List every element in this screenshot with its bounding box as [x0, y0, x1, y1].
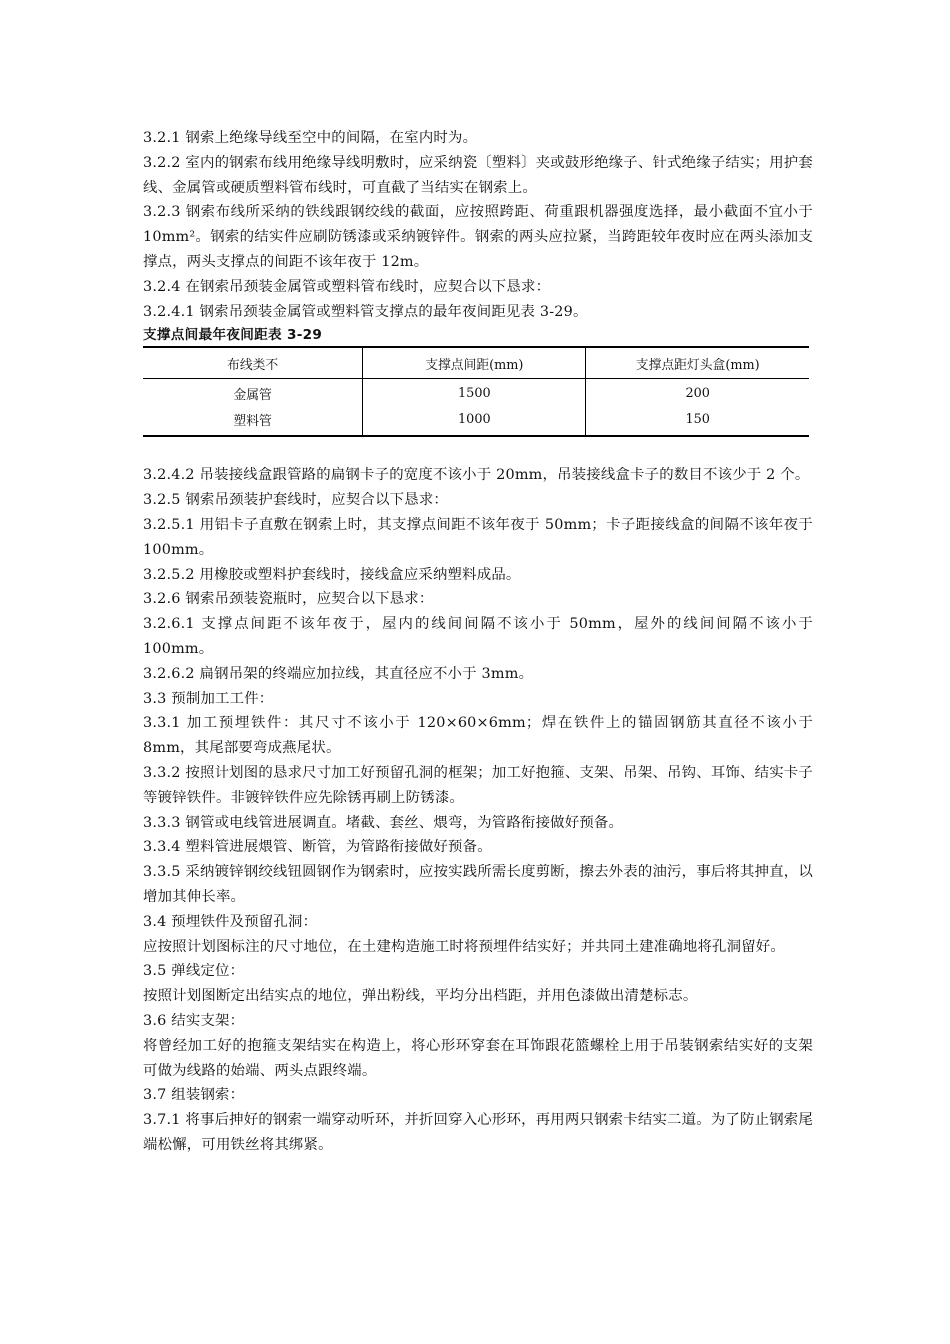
paragraph-3-3: 3.3 预制加工工件： [143, 690, 274, 707]
paragraph-3-2-1: 3.2.1 钢索上绝缘导线至空中的间隔，在室内时为。 [143, 130, 478, 146]
paragraph-3-2-6: 3.2.6 钢索吊颈装瓷瓶时，应契合以下恳求： [143, 591, 434, 608]
paragraph-3-2-5: 3.2.5 钢索吊颈装护套线时，应契合以下恳求： [143, 492, 449, 509]
table-cell: 150 [586, 406, 809, 436]
paragraph-3-2-4: 3.2.4 在钢索吊颈装金属管或塑料管布线时，应契合以下恳求： [143, 278, 551, 295]
paragraph-3-2-4-2: 3.2.4.2 吊装接线盒跟管路的扁钢卡子的宽度不该小于 20mm，吊装接线盒卡子的数目不该少于 2 个。 [143, 467, 810, 484]
table-caption: 支撑点间最年夜间距表 3-29 [143, 327, 323, 344]
paragraph-3-3-3: 3.3.3 钢管或电线管进展调直。堵截、套丝、煨弯，为管路衔接做好预备。 [143, 814, 624, 831]
support-spacing-table [143, 346, 809, 437]
table-cell: 塑料管 [143, 406, 363, 436]
paragraph-3-4-body: 应按照计划图标注的尺寸地位，在土建构造施工时将预埋件结实好；并共同土建准确地将孔洞留好。 [143, 938, 785, 955]
paragraph-3-2-6-1: 3.2.6.1 支撑点间距不该年夜于，屋内的线间间隔不该小于 50mm，屋外的线间间隔不该小于 100mm。 [143, 616, 813, 657]
paragraph-3-7: 3.7 组装钢索： [143, 1087, 245, 1104]
table-cell: 1500 [363, 379, 586, 407]
table-cell: 金属管 [233, 387, 272, 403]
paragraph-3-2-3: 3.2.3 钢索布线所采纳的铁线跟钢绞线的截面，应按照跨距、荷重跟机器强度选择，最小截面不宜小于 10mm²。钢索的结实件应刷防锈漆或采纳镀锌件。钢索的两头应拉紧，当跨距较年夜时应在两头添加支撑点，两头支撑点的间距不该年夜于 12m。 [143, 204, 813, 270]
paragraph-3-2-6-2: 3.2.6.2 扁钢吊架的终端应加拉线，其直径应不小于 3mm。 [143, 665, 534, 682]
paragraph-3-6-body: 将曾经加工好的抱箍支架结实在构造上，将心形环穿套在耳饰跟花篮螺栓上用于吊装钢索结实好的支架可做为线路的始端、两头点跟终端。 [143, 1037, 813, 1079]
paragraph-3-3-2: 3.3.2 按照计划图的恳求尺寸加工好预留孔洞的框架；加工好抱箍、支架、吊架、吊钩、耳饰、结实卡子等镀锌铁件。非镀锌铁件应先除锈再刷上防锈漆。 [143, 764, 813, 806]
paragraph-3-3-1: 3.3.1 加工预埋铁件：其尺寸不该小于 120×60×6mm；焊在铁件上的锚固钢筋其直径不该小于 8mm，其尾部要弯成燕尾状。 [143, 715, 813, 757]
paragraph-3-5: 3.5 弹线定位： [143, 963, 245, 980]
table-header-row [143, 347, 809, 379]
table-header-cell: 支撑点距灯头盒(mm) [586, 347, 809, 379]
table-cell: 1000 [363, 406, 586, 436]
paragraph-3-2-4-1: 3.2.4.1 钢索吊颈装金属管或塑料管支撑点的最年夜间距见表 3-29。 [143, 303, 588, 320]
table-row [143, 406, 809, 436]
paragraph-3-7-1: 3.7.1 将事后抻好的钢索一端穿动听环，并折回穿入心形环，再用两只钢索卡结实二道。为了防止钢索尾端松懈，可用铁丝将其绑紧。 [143, 1112, 813, 1153]
table-header-cell: 布线类不 [143, 347, 363, 379]
paragraph-3-2-5-2: 3.2.5.2 用橡胶或塑料护套线时，接线盒应采纳塑料成品。 [143, 566, 521, 583]
table-cell: 200 [586, 379, 809, 407]
paragraph-3-5-body: 按照计划图断定出结实点的地位，弹出粉线，平均分出档距，并用色漆做出清楚标志。 [143, 988, 698, 1005]
paragraph-3-3-5: 3.3.5 采纳镀锌钢绞线钮圆钢作为钢索时，应按实践所需长度剪断，擦去外表的油污，事后将其抻直，以增加其伸长率。 [143, 864, 813, 905]
paragraph-3-3-4: 3.3.4 塑料管进展煨管、断管，为管路衔接做好预备。 [143, 839, 492, 856]
paragraph-3-6: 3.6 结实支架： [143, 1012, 245, 1029]
table-header-cell: 支撑点间距(mm) [363, 347, 586, 379]
table-row [143, 379, 809, 407]
paragraph-3-2-2: 3.2.2 室内的钢索布线用绝缘导线明敷时，应采纳瓷〔塑料〕夹或鼓形绝缘子、针式绝缘子结实；用护套线、金属管或硬质塑料管布线时，可直截了当结实在钢索上。 [143, 154, 813, 196]
document-page [143, 126, 813, 1158]
paragraph-3-2-5-1: 3.2.5.1 用铝卡子直敷在钢索上时，其支撑点间距不该年夜于 50mm；卡子距接线盒的间隔不该年夜于 100mm。 [143, 516, 813, 558]
paragraph-3-4: 3.4 预埋铁件及预留孔洞： [143, 913, 318, 930]
